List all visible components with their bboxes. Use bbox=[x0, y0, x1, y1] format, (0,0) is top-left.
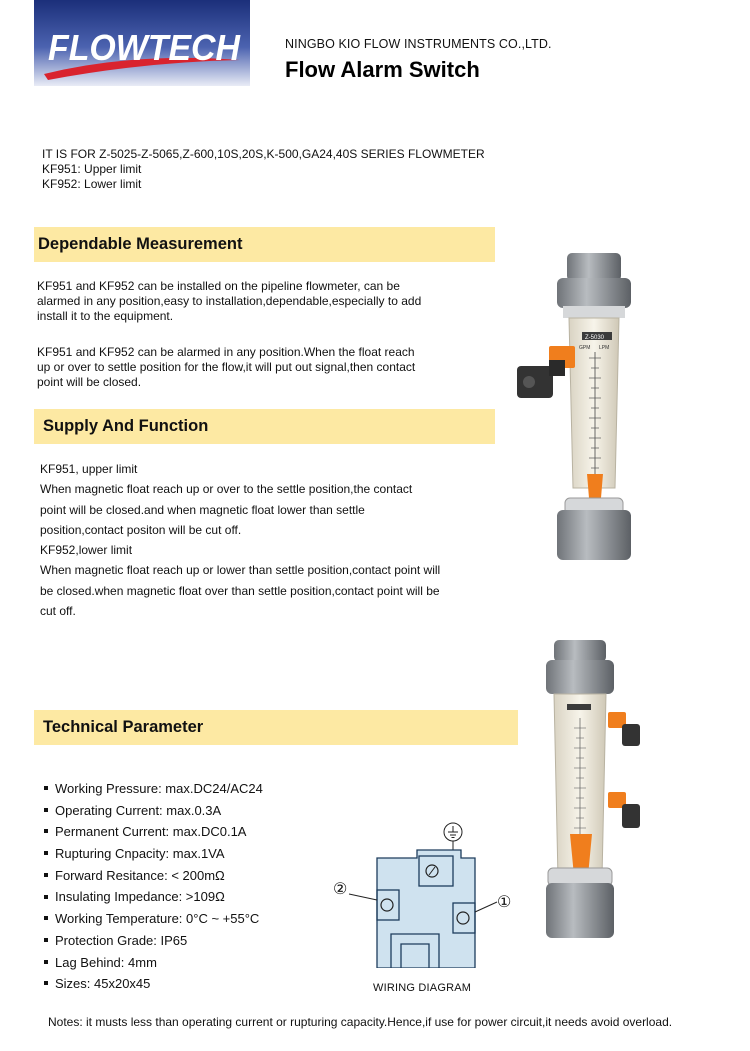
section-heading-supply bbox=[34, 409, 495, 444]
list-item bbox=[44, 886, 263, 908]
notes-text: Notes: it musts less than operating current or rupturing capacity.Hence,if use for power circuit,it needs avoid overload. bbox=[48, 1015, 673, 1029]
terminal-2-label: ② bbox=[333, 881, 348, 898]
param-text: Insulating Impedance: >109Ω bbox=[55, 889, 225, 905]
section2-text bbox=[40, 459, 440, 621]
text-line: alarmed in any position,easy to installation,dependable,especially to add bbox=[37, 294, 422, 308]
logo-text: FLOWTECH bbox=[48, 27, 241, 68]
bullet-icon bbox=[44, 808, 48, 812]
bullet-icon bbox=[44, 786, 48, 790]
page-title: Flow Alarm Switch bbox=[285, 57, 480, 82]
section-heading-technical bbox=[34, 710, 518, 745]
text-line: up or over to settle position for the flow,it will put out signal,then contact bbox=[37, 360, 416, 374]
flowmeter-image-2 bbox=[532, 638, 662, 943]
list-item bbox=[44, 800, 263, 822]
param-text: Rupturing Cnpacity: max.1VA bbox=[55, 846, 225, 862]
param-text: Operating Current: max.0.3A bbox=[55, 802, 222, 818]
bullet-icon bbox=[44, 873, 48, 877]
text-line: be closed.when magnetic float over than settle position,contact point will be bbox=[40, 583, 440, 598]
bullet-icon bbox=[44, 851, 48, 855]
bullet-icon bbox=[44, 916, 48, 920]
list-item bbox=[44, 908, 263, 930]
section-heading-text: Dependable Measurement bbox=[38, 235, 243, 253]
text-line: KF951, upper limit bbox=[40, 462, 138, 476]
intro-line: IT IS FOR Z-5025-Z-5065,Z-600,10S,20S,K-500,GA24,40S SERIES FLOWMETER bbox=[42, 147, 485, 161]
param-text: Sizes: 45x20x45 bbox=[55, 976, 151, 992]
intro-line: KF952: Lower limit bbox=[42, 177, 142, 191]
param-text: Forward Resitance: < 200mΩ bbox=[55, 867, 225, 883]
list-item bbox=[44, 952, 263, 974]
section-heading-dependable bbox=[34, 227, 495, 262]
param-text: Lag Behind: 4mm bbox=[55, 954, 157, 970]
bullet-icon bbox=[44, 895, 48, 899]
text-line: When magnetic float reach up or lower than settle position,contact point will bbox=[40, 563, 441, 578]
param-text: Permanent Current: max.DC0.1A bbox=[55, 824, 247, 840]
wiring-diagram-label: WIRING DIAGRAM bbox=[373, 982, 472, 994]
text-line: KF951 and KF952 can be installed on the pipeline flowmeter, can be bbox=[37, 279, 400, 293]
model-tag: Z-5030 bbox=[585, 335, 605, 341]
terminal-1-label: ① bbox=[497, 894, 512, 911]
section1-paragraph-2 bbox=[37, 345, 415, 390]
text-line: cut off. bbox=[40, 604, 76, 619]
intro-line: KF951: Upper limit bbox=[42, 162, 142, 176]
list-item bbox=[44, 843, 263, 865]
section1-paragraph-1 bbox=[37, 279, 421, 324]
bullet-icon bbox=[44, 981, 48, 985]
text-line: point will be closed.and when magnetic float lower than settle bbox=[40, 502, 365, 517]
list-item bbox=[44, 930, 263, 952]
flowtech-logo bbox=[34, 0, 250, 86]
parameter-list bbox=[44, 778, 263, 995]
list-item bbox=[44, 778, 263, 800]
param-text: Working Temperature: 0°C ~ +55°C bbox=[55, 911, 260, 927]
scale-label-left: GPM bbox=[579, 345, 591, 351]
intro-text bbox=[42, 147, 485, 192]
scale-label-right: LPM bbox=[599, 345, 610, 351]
bullet-icon bbox=[44, 829, 48, 833]
list-item bbox=[44, 865, 263, 887]
bullet-icon bbox=[44, 938, 48, 942]
list-item bbox=[44, 973, 263, 995]
text-line: KF951 and KF952 can be alarmed in any position.When the float reach bbox=[37, 345, 415, 359]
param-text: Working Pressure: max.DC24/AC24 bbox=[55, 781, 263, 796]
flowmeter-image-1 bbox=[505, 248, 665, 568]
text-line: When magnetic float reach up or over to the settle position,the contact bbox=[40, 482, 413, 497]
bullet-icon bbox=[44, 960, 48, 964]
text-line: point will be closed. bbox=[37, 375, 142, 389]
section-heading-text: Supply And Function bbox=[43, 417, 209, 435]
param-text: Protection Grade: IP65 bbox=[55, 932, 188, 948]
text-line: install it to the equipment. bbox=[37, 309, 174, 323]
section-heading-text: Technical Parameter bbox=[43, 718, 204, 736]
list-item bbox=[44, 821, 263, 843]
company-name: NINGBO KIO FLOW INSTRUMENTS CO.,LTD. bbox=[285, 37, 552, 51]
text-line: position,contact positon will be cut off. bbox=[40, 522, 242, 537]
text-line: KF952,lower limit bbox=[40, 543, 133, 558]
wiring-diagram bbox=[325, 818, 525, 968]
